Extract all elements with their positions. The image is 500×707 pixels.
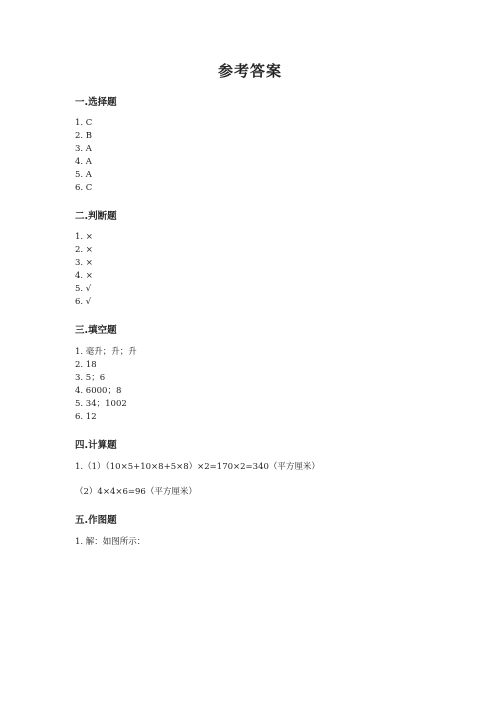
answer-line: 4. A	[75, 157, 92, 167]
answer-line: 3. A	[75, 144, 92, 154]
section-heading-drawing: 五.作图题	[75, 515, 117, 526]
answer-line: 1. ×	[75, 232, 93, 242]
answer-line: 5. √	[75, 284, 92, 294]
answer-line: 3. 5；6	[75, 373, 106, 383]
section-heading-calculation: 四.计算题	[75, 440, 117, 451]
answer-line: （2）4×4×6=96（平方厘米）	[75, 487, 197, 497]
section-heading-judgement: 二.判断题	[75, 211, 117, 222]
answer-line: 6. 12	[75, 412, 97, 422]
answer-line: 1. 解：如图所示：	[75, 537, 146, 547]
page-title: 参考答案	[217, 62, 282, 80]
answer-line: 2. B	[75, 131, 93, 141]
answer-line: 3. ×	[75, 258, 93, 268]
answer-line: 5. A	[75, 170, 92, 180]
answer-line: 1. C	[75, 118, 93, 128]
answer-line: 4. 6000；8	[75, 386, 122, 396]
section-heading-choice: 一.选择题	[75, 97, 117, 108]
answer-line: 2. 18	[75, 360, 97, 370]
answer-line: 5. 34；1002	[75, 399, 127, 409]
section-heading-fill-blank: 三.填空题	[75, 325, 117, 336]
answer-line: 6. C	[75, 183, 93, 193]
answer-line: 1.（1）（10×5+10×8+5×8）×2=170×2=340（平方厘米）	[75, 462, 320, 472]
answer-line: 2. ×	[75, 245, 93, 255]
answer-line: 1. 毫升；升；升	[75, 347, 137, 357]
answer-line: 6. √	[75, 297, 92, 307]
answer-line: 4. ×	[75, 271, 93, 281]
